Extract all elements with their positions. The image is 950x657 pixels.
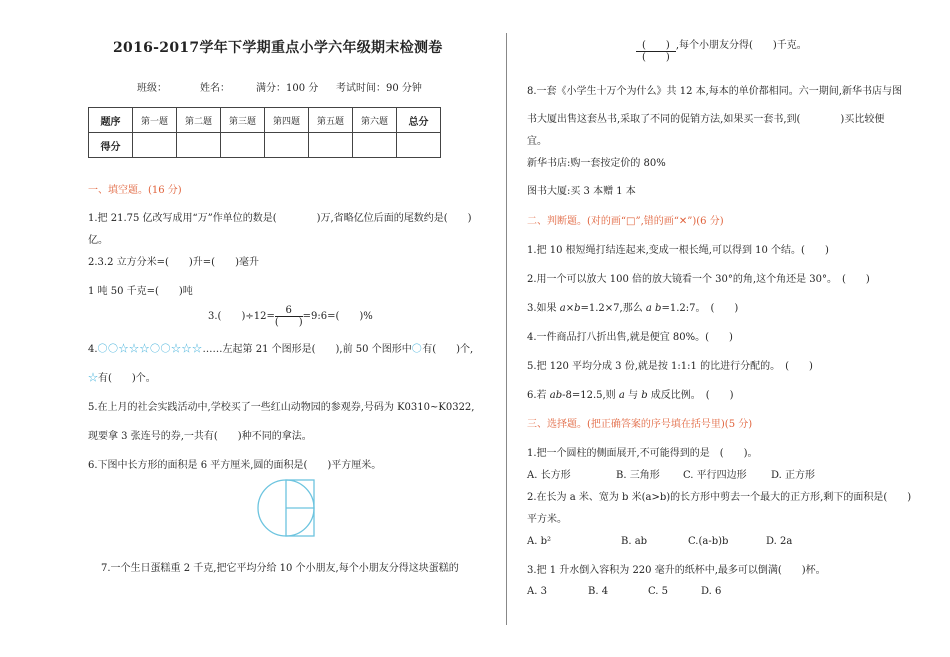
table-cell: 第五题 — [309, 108, 353, 133]
score-cell[interactable] — [133, 133, 177, 158]
exam-time-label: 考试时间：90 分钟 — [336, 83, 422, 94]
q4-text1: ……左起第 21 个图形是( ),前 50 个图形中 — [202, 344, 412, 355]
choice-q2-option-d: D. 2a — [766, 536, 793, 547]
q3-prefix: 3.( )÷12= — [208, 311, 275, 322]
table-cell: 总分 — [397, 108, 441, 133]
q3-suffix: =9:6=( )% — [302, 311, 373, 322]
q1-line2: 亿。 — [88, 235, 108, 246]
var-ab: ab — [549, 390, 563, 401]
q8-line5: 图书大厦:买 3 本赠 1 本 — [527, 186, 636, 197]
choice-q3: 3.把 1 升水倒入容积为 220 毫升的纸杯中,最多可以倒满( )杯。 — [527, 565, 826, 576]
score-cell[interactable] — [177, 133, 221, 158]
judge-q4: 4.一件商品打八折出售,就是便宜 80%。( ) — [527, 332, 733, 343]
var-b: b — [574, 303, 581, 314]
q3-numerator: 6 — [275, 305, 303, 317]
judge-q3-part: 3.如果 — [527, 303, 560, 314]
choice-q1-option-a: A. 长方形 — [527, 470, 571, 481]
choice-q3-option-a: A. 3 — [527, 586, 547, 597]
q8-line3: 宜。 — [527, 136, 547, 147]
table-cell: 第四题 — [265, 108, 309, 133]
score-table-header-row — [89, 108, 441, 133]
table-cell: 第一题 — [133, 108, 177, 133]
q7-denominator: ( ) — [642, 52, 670, 63]
section3-heading: 三、选择题。(把正确答案的序号填在括号里)(5 分) — [527, 419, 753, 430]
q3-line — [208, 305, 373, 328]
choice-q2-option-c: C.(a-b)b — [688, 536, 729, 547]
table-cell: 第二题 — [177, 108, 221, 133]
choice-q3-option-c: C. 5 — [648, 586, 669, 597]
q7-fraction — [636, 40, 676, 63]
section2-heading: 二、判断题。(对的画“□”,错的画“✕”)(6 分) — [527, 216, 724, 227]
judge-q5: 5.把 120 平均分成 3 份,就是按 1:1:1 的比进行分配的。 ( ) — [527, 361, 813, 372]
table-cell: 第三题 — [221, 108, 265, 133]
table-cell: 第六题 — [353, 108, 397, 133]
choice-q1-option-d: D. 正方形 — [771, 470, 816, 481]
class-label: 班级： — [137, 83, 167, 94]
score-cell[interactable] — [397, 133, 441, 158]
choice-q2-line1: 2.在长为 a 米、宽为 b 米(a>b)的长方形中剪去一个最大的正方形,剩下的面积是( ) — [527, 492, 912, 503]
judge-q3-part: =1.2:7。 ( ) — [661, 303, 739, 314]
choice-q1: 1.把一个圆柱的侧面展开,不可能得到的是 ( )。 — [527, 448, 758, 459]
table-cell: 得分 — [89, 133, 133, 158]
score-table — [88, 107, 441, 158]
q7-numerator: ( ) — [636, 40, 676, 52]
choice-q3-option-b: B. 4 — [588, 586, 609, 597]
judge-q2: 2.用一个可以放大 100 倍的放大镜看一个 30°的角,这个角还是 30°。 ( ) — [527, 274, 870, 285]
choice-q3-option-d: D. 6 — [701, 586, 722, 597]
judge-q6 — [527, 390, 734, 402]
column-divider — [506, 33, 507, 625]
table-cell: 题序 — [89, 108, 133, 133]
circle-icon: 〇 — [411, 344, 423, 355]
judge-q3-part: =1.2×7,那么 — [580, 303, 646, 314]
var-a: a — [559, 303, 566, 314]
score-cell[interactable] — [265, 133, 309, 158]
q5-line1: 5.在上月的社会实践活动中,学校买了一些红山动物园的参观券,号码为 K0310~K0322, — [88, 402, 475, 413]
q7-line1: 7.一个生日蛋糕重 2 千克,把它平均分给 10 个小朋友,每个小朋友分得这块蛋糕的 — [101, 563, 459, 574]
q7-continuation — [636, 40, 807, 63]
circle-rectangle-figure — [256, 476, 320, 540]
choice-q2-option-b: B. ab — [621, 536, 648, 547]
score-cell[interactable] — [353, 133, 397, 158]
q6-text: 6.下图中长方形的面积是 6 平方厘米,圆的面积是( )平方厘米。 — [88, 460, 382, 471]
q4-text2: 有( )个, — [422, 344, 474, 355]
q2-line1: 2.3.2 立方分米=( )升=( )毫升 — [88, 257, 259, 268]
choice-q2-line2: 平方米。 — [527, 514, 567, 525]
q4-text3: 有( )个。 — [98, 373, 156, 384]
score-cell[interactable] — [221, 133, 265, 158]
q8-line2: 书大厦出售这套丛书,采取了不同的促销方法,如果买一套书,到( )买比较便 — [527, 114, 885, 125]
judge-q6-part: -8=12.5,则 — [562, 390, 619, 401]
judge-q6-part: 与 — [624, 390, 642, 401]
q2-line2: 1 吨 50 千克=( )吨 — [88, 286, 193, 297]
full-score-label: 满分：100 分 — [256, 83, 319, 94]
judge-q6-part: 6.若 — [527, 390, 550, 401]
q8-line1: 8.一套《小学生十万个为什么》共 12 本,每本的单价都相同。六一期间,新华书店与图 — [527, 86, 902, 97]
choice-q1-option-c: C. 平行四边形 — [683, 470, 747, 481]
q4-line2 — [88, 373, 156, 385]
q3-denominator: ( ) — [274, 317, 303, 328]
score-cell[interactable] — [309, 133, 353, 158]
q5-line2: 现要拿 3 张连号的券,一共有( )种不同的拿法。 — [88, 431, 312, 442]
judge-q6-part: 成反比例。 ( ) — [647, 390, 734, 401]
q4-number: 4. — [88, 344, 98, 355]
q1-line1: 1.把 21.75 亿改写成用“万”作单位的数是( )万,省略亿位后面的尾数约是( ) — [88, 213, 472, 224]
q3-fraction — [275, 305, 303, 328]
judge-q1: 1.把 10 根短绳打结连起来,变成一根长绳,可以得到 10 个结。( ) — [527, 245, 829, 256]
judge-q3 — [527, 303, 738, 315]
page-title: 2016-2017学年下学期重点小学六年级期末检测卷 — [113, 40, 443, 56]
star-icon: ☆ — [88, 373, 98, 384]
var-a: a — [645, 303, 652, 314]
q4-line1 — [88, 344, 473, 356]
var-b: b — [655, 303, 662, 314]
var-a: a — [618, 390, 625, 401]
q8-line4: 新华书店:购一套按定价的 80% — [527, 158, 666, 169]
var-b: b — [641, 390, 648, 401]
q7-tail: ,每个小朋友分得( )千克。 — [675, 40, 807, 51]
judge-q3-part: × — [565, 303, 575, 314]
choice-q1-option-b: B. 三角形 — [616, 470, 660, 481]
q4-shape-sequence: 〇〇☆☆☆〇〇☆☆☆ — [97, 344, 203, 355]
section1-heading: 一、填空题。(16 分) — [88, 185, 182, 196]
score-table-score-row — [89, 133, 441, 158]
choice-q2-option-a: A. b² — [527, 536, 551, 547]
name-label: 姓名： — [200, 83, 230, 94]
